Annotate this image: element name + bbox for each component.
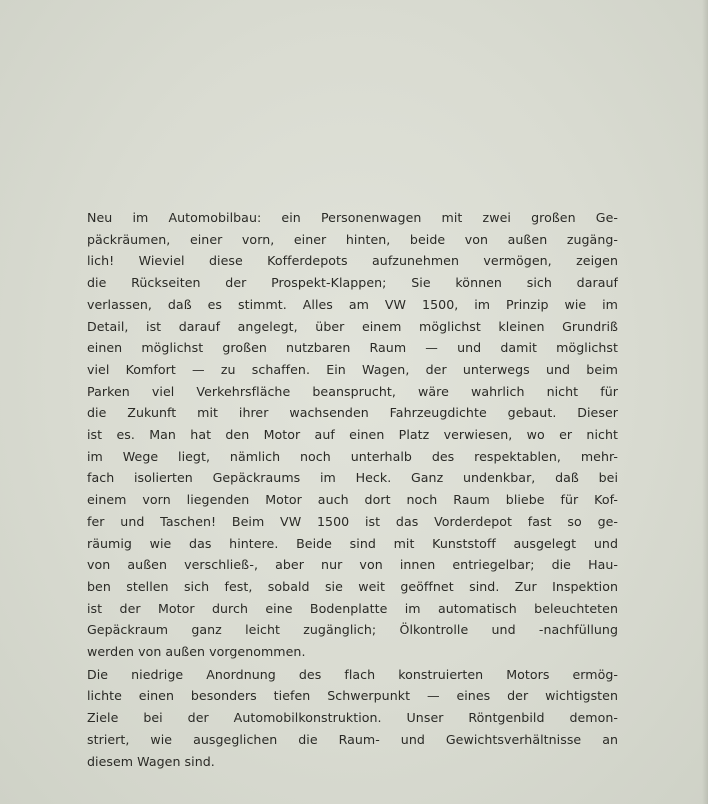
text-line: diesem Wagen sind.: [87, 753, 215, 769]
text-line: ben stellen sich fest, sobald sie weit geöffnet sind. Zur Inspektion: [87, 578, 618, 594]
text-line: Detail, ist darauf angelegt, über einem möglichst kleinen Grundriß: [87, 318, 618, 334]
text-line: einem vorn liegenden Motor auch dort noch Raum bliebe für Kof-: [87, 492, 618, 508]
text-line: einen möglichst großen nutzbaren Raum — und damit möglichst: [87, 340, 618, 356]
text-line: lichte einen besonders tiefen Schwerpunkt — eines der wichtigsten: [87, 688, 618, 704]
text-line: von außen verschließ-, aber nur von innen entriegelbar; die Hau-: [87, 557, 618, 573]
text-line: fer und Taschen! Beim VW 1500 ist das Vorderdepot fast so ge-: [87, 513, 618, 529]
text-line: räumig wie das hintere. Beide sind mit Kunststoff ausgelegt und: [87, 535, 618, 551]
text-line: im Wege liegt, nämlich noch unterhalb des respektablen, mehr-: [87, 448, 618, 464]
paragraph-1: [87, 207, 618, 663]
text-line: die Zukunft mit ihrer wachsenden Fahrzeugdichte gebaut. Dieser: [87, 405, 618, 421]
text-line: striert, wie ausgeglichen die Raum- und Gewichtsverhältnisse an: [87, 731, 618, 747]
text-line: Gepäckraum ganz leicht zugänglich; Ölkontrolle und -nachfüllung: [87, 622, 618, 638]
text-line: werden von außen vorgenommen.: [87, 644, 306, 660]
paragraph-2: [87, 664, 618, 773]
text-line: Neu im Automobilbau: ein Personenwagen mit zwei großen Ge-: [87, 210, 618, 225]
text-line: Die niedrige Anordnung des flach konstruierten Motors ermög-: [87, 666, 618, 682]
text-line: fach isolierten Gepäckraums im Heck. Ganz undenkbar, daß bei: [87, 470, 618, 486]
text-line: lich! Wieviel diese Kofferdepots aufzunehmen vermögen, zeigen: [87, 253, 618, 269]
text-line: Ziele bei der Automobilkonstruktion. Unser Röntgenbild demon-: [87, 710, 618, 726]
text-line: viel Komfort — zu schaffen. Ein Wagen, der unterwegs und beim: [87, 361, 618, 377]
text-line: päckräumen, einer vorn, einer hinten, beide von außen zugäng-: [87, 231, 618, 247]
text-line: verlassen, daß es stimmt. Alles am VW 1500, im Prinzip wie im: [87, 296, 618, 312]
page-edge-shadow: [702, 0, 708, 804]
text-line: Parken viel Verkehrsfläche beansprucht, wäre wahrlich nicht für: [87, 383, 618, 399]
text-line: ist es. Man hat den Motor auf einen Platz verwiesen, wo er nicht: [87, 427, 618, 443]
text-line: ist der Motor durch eine Bodenplatte im automatisch beleuchteten: [87, 600, 618, 616]
text-line: die Rückseiten der Prospekt-Klappen; Sie können sich darauf: [87, 275, 618, 291]
body-text: [87, 207, 618, 772]
